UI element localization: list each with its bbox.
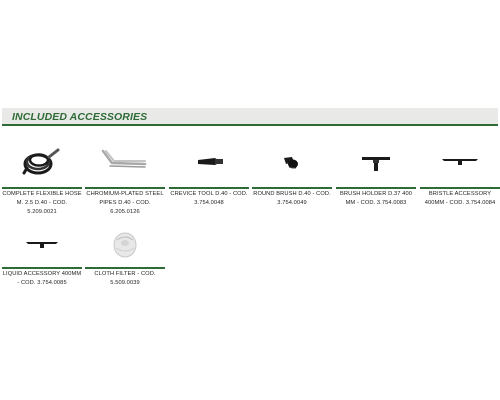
cloth-filter-icon [85,220,165,266]
brush-holder-icon [336,140,416,186]
bristle-accessory-icon [420,140,500,186]
accessory-caption: LIQUID ACCESSORY 400MM - COD. 3.754.0085 [2,271,82,286]
item-divider [2,267,82,269]
accessory-caption: ROUND BRUSH D.40 - COD. 3.754.0049 [253,191,331,206]
steel-pipes-icon [85,140,165,186]
round-brush-icon [252,140,332,186]
accessory-caption: CREVICE TOOL D.40 - COD. 3.754.0048 [170,191,248,206]
item-divider [420,187,500,189]
accessory-caption: BRUSH HOLDER D.37 400 MM - COD. 3.754.0083 [340,191,412,206]
accessory-caption: CHROMIUM-PLATED STEEL PIPES D.40 - COD. 6.205.0126 [86,191,164,215]
section-header [2,108,498,126]
item-divider [336,187,416,189]
accessory-caption: COMPLETE FLEXIBLE HOSE M. 2.5 D.40 - COD. 5.209.0021 [2,191,82,215]
accessory-caption: CLOTH FILTER - COD. 5.509.0039 [94,271,156,286]
item-divider [169,187,249,189]
item-divider [2,187,82,189]
crevice-tool-icon [169,140,249,186]
item-divider [252,187,332,189]
hose-icon [2,140,82,186]
liquid-accessory-icon [2,220,82,266]
accessory-caption: BRISTLE ACCESSORY 400MM - COD. 3.754.0084 [424,191,496,206]
item-divider [85,187,165,189]
item-divider [85,267,165,269]
section-title: INCLUDED ACCESSORIES [12,111,148,123]
